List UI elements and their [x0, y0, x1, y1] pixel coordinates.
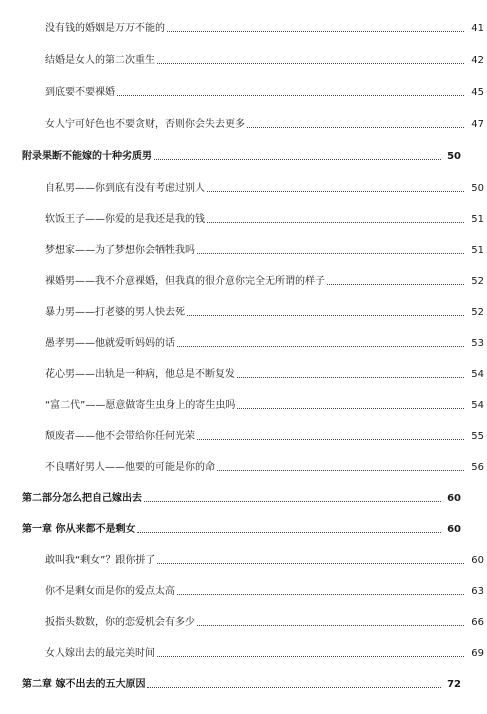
- toc-entry-page: 51: [471, 245, 484, 256]
- toc-entry-title: 女人宁可好色也不要贪财，否则你会失去更多: [45, 119, 245, 130]
- dot-leader: [177, 345, 464, 347]
- toc-entry-page: 55: [471, 431, 484, 442]
- toc-entry-page: 45: [471, 87, 484, 98]
- toc-section-entry[interactable]: [0, 516, 487, 536]
- toc-entry-title: 女人嫁出去的最完美时间: [45, 648, 155, 659]
- toc-entry-page: 60: [471, 555, 484, 566]
- toc-entry-page: 56: [471, 462, 484, 473]
- toc-entry-page: 60: [447, 524, 461, 535]
- toc-entry[interactable]: [0, 268, 487, 288]
- dot-leader: [147, 686, 441, 688]
- toc-entry-page: 42: [471, 55, 484, 66]
- toc-entry-page: 72: [447, 679, 461, 690]
- toc-entry[interactable]: [0, 111, 487, 131]
- toc-entry[interactable]: [0, 361, 487, 381]
- toc-entry[interactable]: [0, 47, 487, 67]
- dot-leader: [117, 94, 464, 96]
- dot-leader: [154, 158, 441, 160]
- toc-section-entry[interactable]: [0, 143, 487, 163]
- toc-entry-title: 梦想家——为了梦想你会牺牲我吗: [45, 245, 195, 256]
- toc-section-entry[interactable]: [0, 485, 487, 505]
- dot-leader: [137, 531, 441, 533]
- dot-leader: [157, 62, 464, 64]
- toc-entry-title: 附录果断不能嫁的十种劣质男: [22, 151, 152, 162]
- toc-entry-title: 结婚是女人的第二次重生: [45, 55, 155, 66]
- toc-entry[interactable]: [0, 609, 487, 629]
- dot-leader: [247, 126, 464, 128]
- toc-entry-page: 60: [447, 493, 461, 504]
- toc-entry-page: 50: [447, 151, 461, 162]
- dot-leader: [144, 500, 441, 502]
- dot-leader: [207, 221, 464, 223]
- toc-entry-title: 软饭王子——你爱的是我还是我的钱: [45, 214, 205, 225]
- toc-entry-title: 敢叫我“剩女”？跟你拼了: [45, 555, 156, 566]
- toc-entry-page: 54: [471, 400, 484, 411]
- toc-entry[interactable]: [0, 299, 487, 319]
- toc-entry[interactable]: [0, 423, 487, 443]
- toc-entry-page: 63: [471, 586, 484, 597]
- dot-leader: [157, 562, 464, 564]
- toc-entry[interactable]: [0, 175, 487, 195]
- toc-entry-page: 51: [471, 214, 484, 225]
- dot-leader: [157, 655, 464, 657]
- toc-entry-title: 自私男——你到底有没有考虑过别人: [45, 183, 205, 194]
- dot-leader: [217, 469, 464, 471]
- toc-entry[interactable]: [0, 15, 487, 35]
- toc-entry-title: 愚孝男——他就爱听妈妈的话: [45, 338, 175, 349]
- toc-entry-title: 到底要不要裸婚: [45, 87, 115, 98]
- toc-entry[interactable]: [0, 578, 487, 598]
- toc-entry-title: 第一章 你从来都不是剩女: [22, 524, 136, 535]
- toc-entry[interactable]: [0, 79, 487, 99]
- dot-leader: [197, 624, 464, 626]
- dot-leader: [207, 190, 464, 192]
- toc-entry-page: 69: [471, 648, 484, 659]
- toc-entry[interactable]: [0, 237, 487, 257]
- toc-entry[interactable]: [0, 454, 487, 474]
- toc-entry[interactable]: [0, 330, 487, 350]
- dot-leader: [177, 593, 464, 595]
- dot-leader: [327, 283, 464, 285]
- toc-entry-title: 颓废者——他不会带给你任何光荣: [45, 431, 195, 442]
- toc-entry-title: 暴力男——打老婆的男人快去死: [45, 307, 185, 318]
- toc-entry-page: 52: [471, 307, 484, 318]
- toc-entry-title: 不良嗜好男人——他要的可能是你的命: [45, 462, 215, 473]
- toc-entry-page: 52: [471, 276, 484, 287]
- toc-entry-page: 54: [471, 369, 484, 380]
- dot-leader: [167, 30, 464, 32]
- toc-entry-page: 47: [471, 119, 484, 130]
- toc-section-entry[interactable]: [0, 671, 487, 691]
- toc-entry-title: 花心男——出轨是一种病，他总是不断复发: [45, 369, 235, 380]
- toc-entry-title: 扳指头数数，你的恋爱机会有多少: [45, 617, 195, 628]
- dot-leader: [197, 438, 464, 440]
- toc-entry-page: 53: [471, 338, 484, 349]
- toc-entry[interactable]: [0, 206, 487, 226]
- dot-leader: [197, 252, 464, 254]
- dot-leader: [237, 407, 464, 409]
- toc-entry-title: 裸婚男——我不介意裸婚，但我真的很介意你完全无所谓的样子: [45, 276, 325, 287]
- toc-entry-title: “富二代”——愿意做寄生虫身上的寄生虫吗: [45, 400, 236, 411]
- toc-entry-page: 41: [471, 23, 484, 34]
- toc-entry[interactable]: [0, 640, 487, 660]
- toc-entry-title: 你不是剩女而是你的爱点太高: [45, 586, 175, 597]
- toc-entry-title: 没有钱的婚姻是万万不能的: [45, 23, 165, 34]
- toc-entry-page: 50: [471, 183, 484, 194]
- dot-leader: [237, 376, 464, 378]
- toc-entry-page: 66: [471, 617, 484, 628]
- toc-entry-title: 第二章 嫁不出去的五大原因: [22, 679, 146, 690]
- toc-entry[interactable]: [0, 547, 487, 567]
- toc-entry-title: 第二部分怎么把自己嫁出去: [22, 493, 142, 504]
- toc-entry[interactable]: [0, 392, 487, 412]
- dot-leader: [187, 314, 464, 316]
